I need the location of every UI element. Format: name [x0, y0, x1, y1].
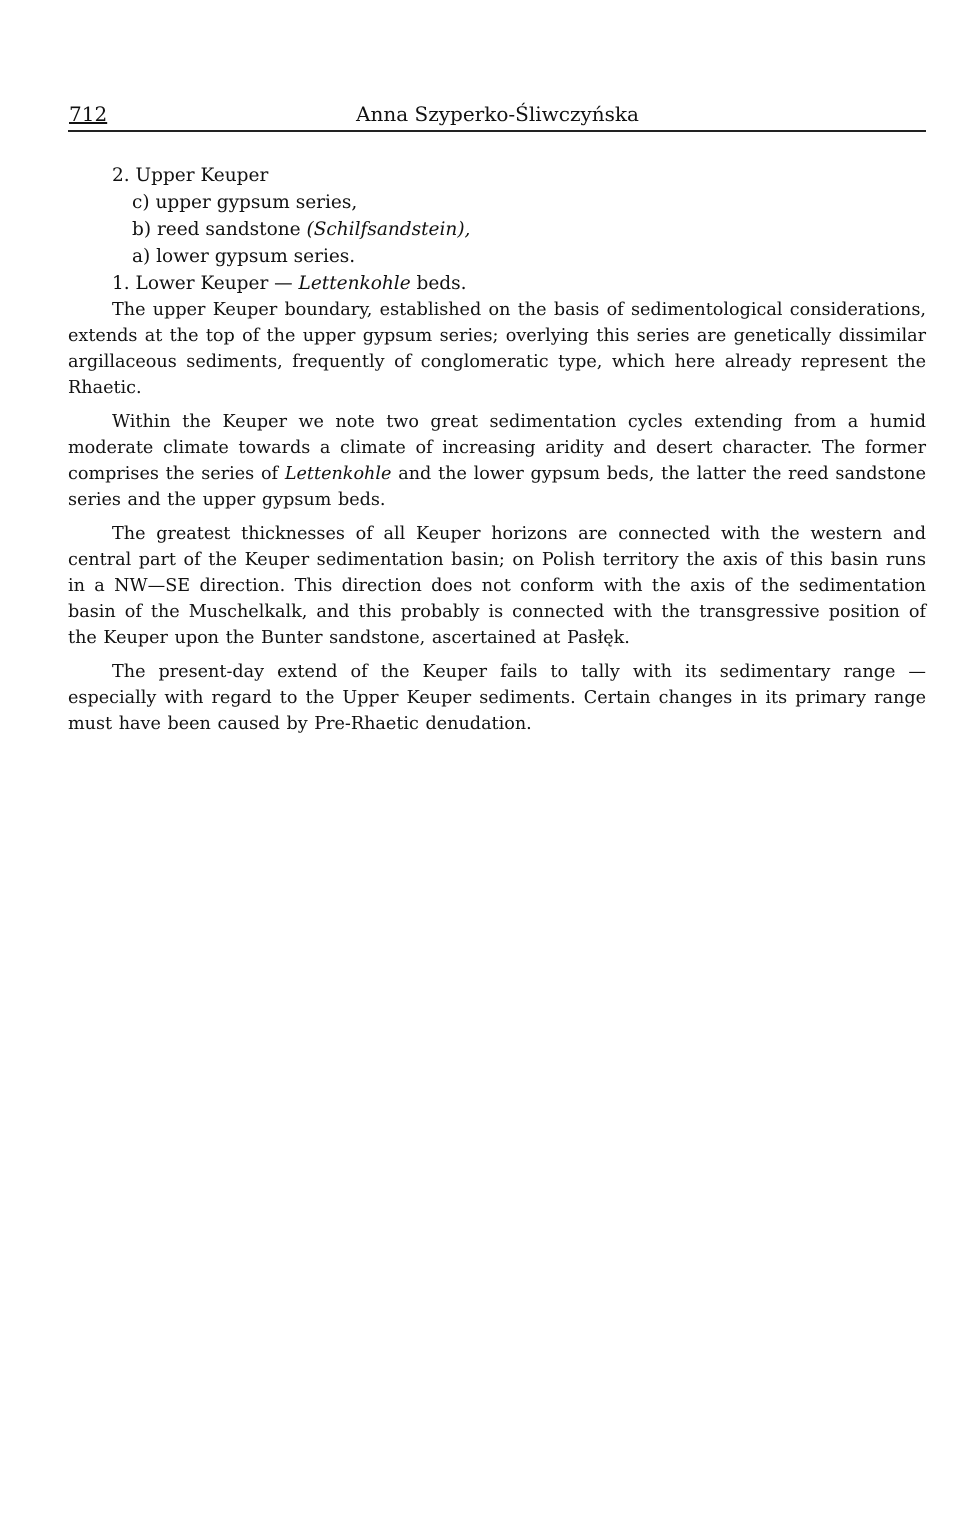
- outline-upper-keuper: 2. Upper Keuper: [112, 165, 269, 186]
- lower-keuper-suffix: beds.: [410, 273, 467, 294]
- page-number: 712: [69, 102, 108, 126]
- body-text: [68, 297, 926, 737]
- outline-upper-gypsum: c) upper gypsum series,: [132, 192, 358, 213]
- document-page: [68, 96, 926, 745]
- page-header: [68, 96, 926, 132]
- lower-keuper-label: 1. Lower Keuper —: [112, 273, 299, 294]
- stratigraphic-outline: [68, 162, 926, 297]
- paragraph-basin-axis: The greatest thicknesses of all Keuper horizons are connected with the western and central part of the Keuper sedimentation basin; on Polish territory the axis of this basin runs in a NW—SE direction. This direction does not conform with the axis of the sedimentation basin of the Muschelkalk, and this probably is connected with the transgressive position of the Keuper upon the Bunter sandstone, ascertained at Pasłęk.: [68, 524, 926, 648]
- cycles-lettenkohle-term: Lettenkohle: [284, 464, 392, 484]
- running-head-author: Anna Szyperko-Śliwczyńska: [356, 102, 639, 126]
- outline-reed-sandstone: [68, 216, 926, 243]
- paragraph-keuper-boundary: The upper Keuper boundary, established on the basis of sedimentological considerations, extends at the top of the upper gypsum series; overlying this series are genetically dissimilar argillaceous sediments, frequently of conglomeratic type, which here already represent the Rhaetic.: [68, 300, 926, 398]
- paragraph-present-day-extent: The present-day extend of the Keuper fails to tally with its sedimentary range — especially with regard to the Upper Keuper sediments. Certain changes in its primary range must have been caused by Pre-Rhaetic denudation.: [68, 662, 926, 734]
- outline-lower-keuper: [68, 270, 926, 297]
- outline-lower-gypsum: a) lower gypsum series.: [132, 246, 356, 267]
- cycles-text-start: Within the Keuper we note two great sedimentation cycles extending from a humid moderate climate towards a climate of increasing aridity and desert character. The former comprises the series of: [68, 412, 926, 484]
- cycles-text-end: and the lower gypsum beds, the latter the reed sandstone series and the upper gypsum beds.: [68, 464, 926, 510]
- lettenkohle-term: Lettenkohle: [298, 273, 411, 294]
- reed-sandstone-label: b) reed sandstone: [132, 219, 307, 240]
- paragraph-sedimentation-cycles: [68, 409, 926, 513]
- reed-sandstone-german-term: (Schilfsandstein),: [306, 219, 471, 240]
